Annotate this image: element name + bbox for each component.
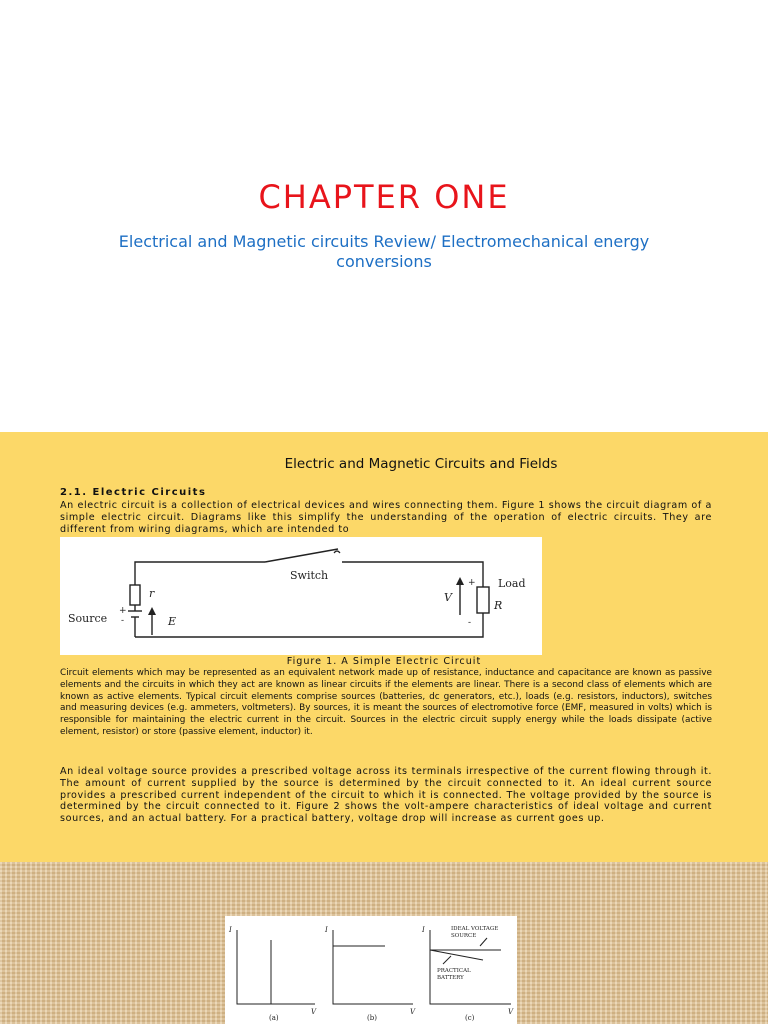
r-label: r [149,587,155,600]
ideal-voltage-label-2: SOURCE [451,933,477,939]
v-label: V [444,591,452,604]
figure1-caption: Figure 1. A Simple Electric Circuit [286,656,482,667]
vi-characteristics-figure [225,916,517,1024]
panel-c-axes [430,930,511,1004]
paragraph-elements: Circuit elements which may be represented as an equivalent network made up of resistance, inductance and capacitance are known as passive elements and the circuits in which they act are known as linear circuits if the elements are linear. There is a second class of elements which are known as active elements. Typical circuit elements comprise sources (batteries, dc generators, etc.), loads (e.g. resistors, inductors), switches and measuring devices (e.g. ammeters, voltmeters). By sources, it is meant the sources of electromotive force (EMF, measured in volts) which is responsible for maintaining the electric current in the circuit. Sources in the electric circuit supply energy while the loads dissipate (active element, resistor) or store (passive element, inductor) it. [60,668,712,737]
panel-a-label: (a) [269,1014,279,1022]
panel-c-label: (c) [465,1014,475,1022]
practical-label-1: PRACTICAL [437,968,471,974]
panel-c-v-axis: V [508,1008,514,1016]
paragraph-intro: An electric circuit is a collection of electrical devices and wires connecting them. Figure 1 shows the circuit diagram of a simple electric circuit. Diagrams like this simplify the understanding of the operation of electric circuits. They are different from wiring diagrams, which are intended to [60,500,712,535]
panel-b-axes [333,930,413,1004]
circuit-diagram [60,537,542,655]
minus-sign-load: - [468,618,472,628]
switch-blade [265,549,338,562]
panel-b-label: (b) [367,1014,377,1022]
content-slide [0,432,768,862]
plus-sign-source: + [119,606,127,616]
load-label: Load [498,577,526,590]
plus-sign-load: + [468,578,476,588]
rload-label: R [494,599,503,612]
panel-c-i-axis: I [422,926,425,934]
panel-b-i-axis: I [325,926,328,934]
panel-b-v-axis: V [410,1008,416,1016]
title-slide [0,0,768,432]
slide-heading: Electric and Magnetic Circuits and Fields [284,456,558,472]
panel-a-axes [237,930,315,1004]
section-title: 2.1. Electric Circuits [60,487,207,498]
vi-characteristics-svg [225,916,517,1024]
internal-resistor [130,585,140,605]
e-label: E [168,615,177,628]
chapter-title: CHAPTER ONE [258,178,510,216]
paragraph-sources: An ideal voltage source provides a prescribed voltage across its terminals irrespective of the current flowing through it. The amount of current supplied by the source is determined by the circuit connected to it. An ideal current source provides a prescribed current independent of the circuit to which it is connected. The voltage provided by the source is determined by the circuit connected to it. Figure 2 shows the volt-ampere characteristics of ideal voltage and current sources, and an actual battery. For a practical battery, voltage drop will increase as current goes up. [60,766,712,825]
panel-a-v-axis: V [311,1008,317,1016]
panel-c-practical-curve [430,950,483,960]
panel-a-i-axis: I [229,926,232,934]
source-label: Source [68,612,108,625]
wire-top-left [135,562,265,585]
ideal-voltage-label-1: IDEAL VOLTAGE [451,926,499,932]
practical-label-2: BATTERY [437,975,464,981]
circuit-svg [60,537,542,655]
switch-label: Switch [290,569,329,582]
minus-sign-source: - [121,616,125,626]
figure-slide [0,862,768,1024]
wire-bottom [135,613,483,637]
load-resistor [477,587,489,613]
chapter-subtitle: Electrical and Magnetic circuits Review/ Electromechanical energy conversions [118,232,650,271]
